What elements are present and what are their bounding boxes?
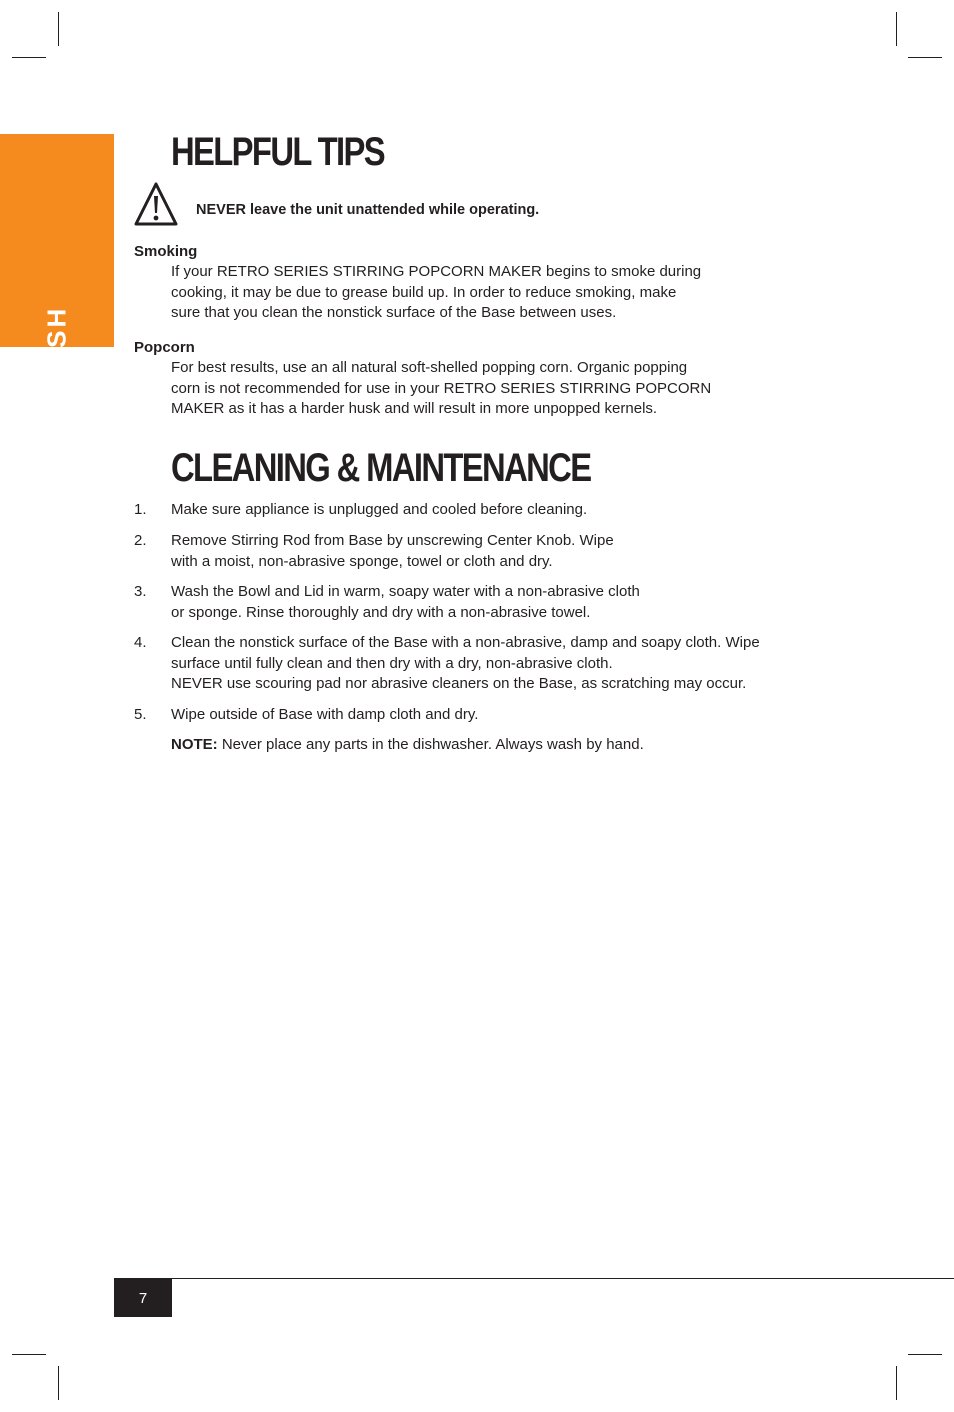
crop-mark [896,1366,897,1400]
crop-mark [896,12,897,46]
page-number: 7 [114,1279,172,1317]
popcorn-heading: Popcorn [134,339,195,356]
step-text [171,705,478,726]
step-line: or sponge. Rinse thoroughly and dry with a non-abrasive towel. [171,603,591,621]
popcorn-line: MAKER as it has a harder husk and will result in more unpopped kernels. [171,400,658,417]
crop-mark [908,57,942,58]
step-line: Remove Stirring Rod from Base by unscrewing Center Knob. Wipe [171,532,614,549]
step-line: Wash the Bowl and Lid in warm, soapy water with a non-abrasive cloth [171,583,640,600]
footer-rule [114,1278,954,1279]
popcorn-line: For best results, use an all natural soft-shelled popping corn. Organic popping [171,359,688,376]
warning-text: NEVER leave the unit unattended while operating. [196,202,540,218]
step-text [171,582,640,623]
language-tab-label: ENGLISH [41,305,72,443]
note [171,736,644,753]
helpful-tips-title: HELPFUL TIPS [171,130,384,174]
crop-mark [12,57,46,58]
step-text [171,531,614,572]
smoking-line: sure that you clean the nonstick surface of the Base between uses. [171,304,617,321]
warning-triangle-icon [134,181,178,227]
step-text [171,633,760,695]
step-line: surface until fully clean and then dry with a dry, non-abrasive cloth. [171,654,613,672]
step-number: 2. [134,532,147,549]
step-line: Clean the nonstick surface of the Base with a non-abrasive, damp and soapy cloth. Wipe [171,634,760,651]
popcorn-paragraph [171,358,711,420]
crop-mark [908,1354,942,1355]
smoking-heading: Smoking [134,243,198,260]
language-tab [0,134,114,443]
step-line: Wipe outside of Base with damp cloth and dry. [171,706,479,723]
note-text: Never place any parts in the dishwasher. Always wash by hand. [217,736,644,753]
smoking-line: cooking, it may be due to grease build up. In order to reduce smoking, make [171,283,677,301]
step-line: NEVER use scouring pad nor abrasive cleaners on the Base, as scratching may occur. [171,675,747,692]
step-number: 5. [134,706,147,723]
smoking-line: If your RETRO SERIES STIRRING POPCORN MAKER begins to smoke during [171,263,702,280]
step-line: with a moist, non-abrasive sponge, towel or cloth and dry. [171,552,553,570]
step-number: 4. [134,634,147,651]
cleaning-title: CLEANING & MAINTENANCE [171,446,591,490]
step-number: 1. [134,501,147,518]
step-number: 3. [134,583,147,600]
step-line: Make sure appliance is unplugged and cooled before cleaning. [171,501,588,518]
note-label: NOTE: [171,736,218,753]
smoking-paragraph [171,262,701,324]
crop-mark [58,12,59,46]
popcorn-line: corn is not recommended for use in your RETRO SERIES STIRRING POPCORN [171,379,712,397]
crop-mark [58,1366,59,1400]
step-text [171,500,587,521]
crop-mark [12,1354,46,1355]
